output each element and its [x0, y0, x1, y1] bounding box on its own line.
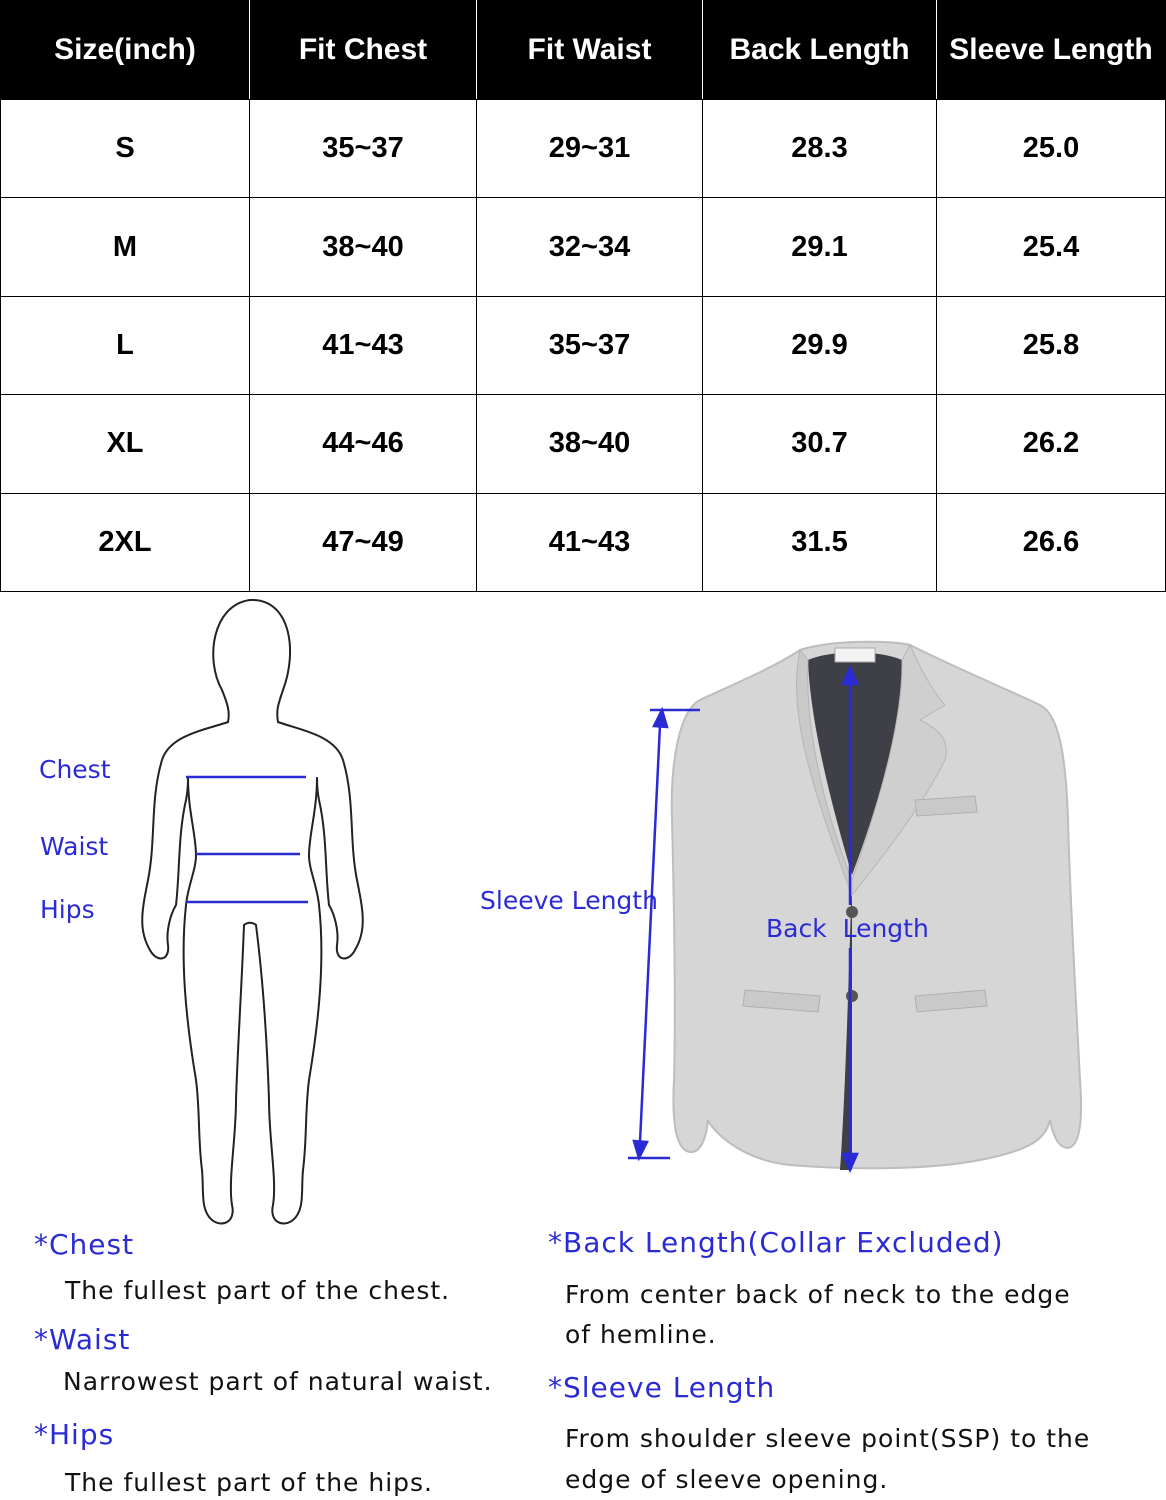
cell-fit-waist: 29~31: [477, 100, 703, 198]
cell-back-length: 30.7: [703, 395, 937, 493]
sleeve-length-definition-text-2: edge of sleeve opening.: [565, 1465, 889, 1494]
cell-sleeve-length: 25.4: [937, 198, 1166, 296]
cell-back-length: 29.1: [703, 198, 937, 296]
back-length-figure-label: Back Length: [766, 914, 929, 943]
sleeve-length-definition-text-1: From shoulder sleeve point(SSP) to the: [565, 1424, 1091, 1453]
cell-size: S: [1, 100, 250, 198]
cell-fit-waist: 35~37: [477, 296, 703, 394]
waist-definition-text: Narrowest part of natural waist.: [63, 1367, 493, 1396]
cell-sleeve-length: 25.0: [937, 100, 1166, 198]
waist-figure-label: Waist: [40, 832, 109, 861]
header-sleeve-length: Sleeve Length: [937, 1, 1166, 100]
cell-sleeve-length: 25.8: [937, 296, 1166, 394]
cell-size: 2XL: [1, 493, 250, 591]
cell-fit-chest: 41~43: [250, 296, 477, 394]
header-fit-waist: Fit Waist: [477, 1, 703, 100]
cell-fit-waist: 41~43: [477, 493, 703, 591]
cell-back-length: 28.3: [703, 100, 937, 198]
waist-definition-title: *Waist: [34, 1323, 131, 1356]
cell-fit-chest: 44~46: [250, 395, 477, 493]
back-length-definition-text-2: of hemline.: [565, 1320, 717, 1349]
cell-fit-chest: 35~37: [250, 100, 477, 198]
chest-figure-label: Chest: [39, 755, 111, 784]
cell-fit-waist: 32~34: [477, 198, 703, 296]
chest-definition-title: *Chest: [34, 1228, 135, 1261]
cell-fit-chest: 38~40: [250, 198, 477, 296]
hips-figure-label: Hips: [40, 895, 95, 924]
cell-fit-waist: 38~40: [477, 395, 703, 493]
cell-back-length: 29.9: [703, 296, 937, 394]
cell-sleeve-length: 26.2: [937, 395, 1166, 493]
cell-size: XL: [1, 395, 250, 493]
cell-size: M: [1, 198, 250, 296]
sleeve-length-figure-label: Sleeve Length: [480, 886, 658, 915]
chest-definition-text: The fullest part of the chest.: [65, 1276, 451, 1305]
header-size: Size(inch): [1, 1, 250, 100]
back-length-definition-title: *Back Length(Collar Excluded): [548, 1226, 1004, 1259]
header-fit-chest: Fit Chest: [250, 1, 477, 100]
cell-sleeve-length: 26.6: [937, 493, 1166, 591]
sleeve-length-definition-title: *Sleeve Length: [548, 1371, 776, 1404]
cell-back-length: 31.5: [703, 493, 937, 591]
hips-definition-title: *Hips: [34, 1418, 115, 1451]
header-back-length: Back Length: [703, 1, 937, 100]
cell-fit-chest: 47~49: [250, 493, 477, 591]
cell-size: L: [1, 296, 250, 394]
back-length-definition-text-1: From center back of neck to the edge: [565, 1280, 1071, 1309]
hips-definition-text: The fullest part of the hips.: [65, 1468, 434, 1497]
